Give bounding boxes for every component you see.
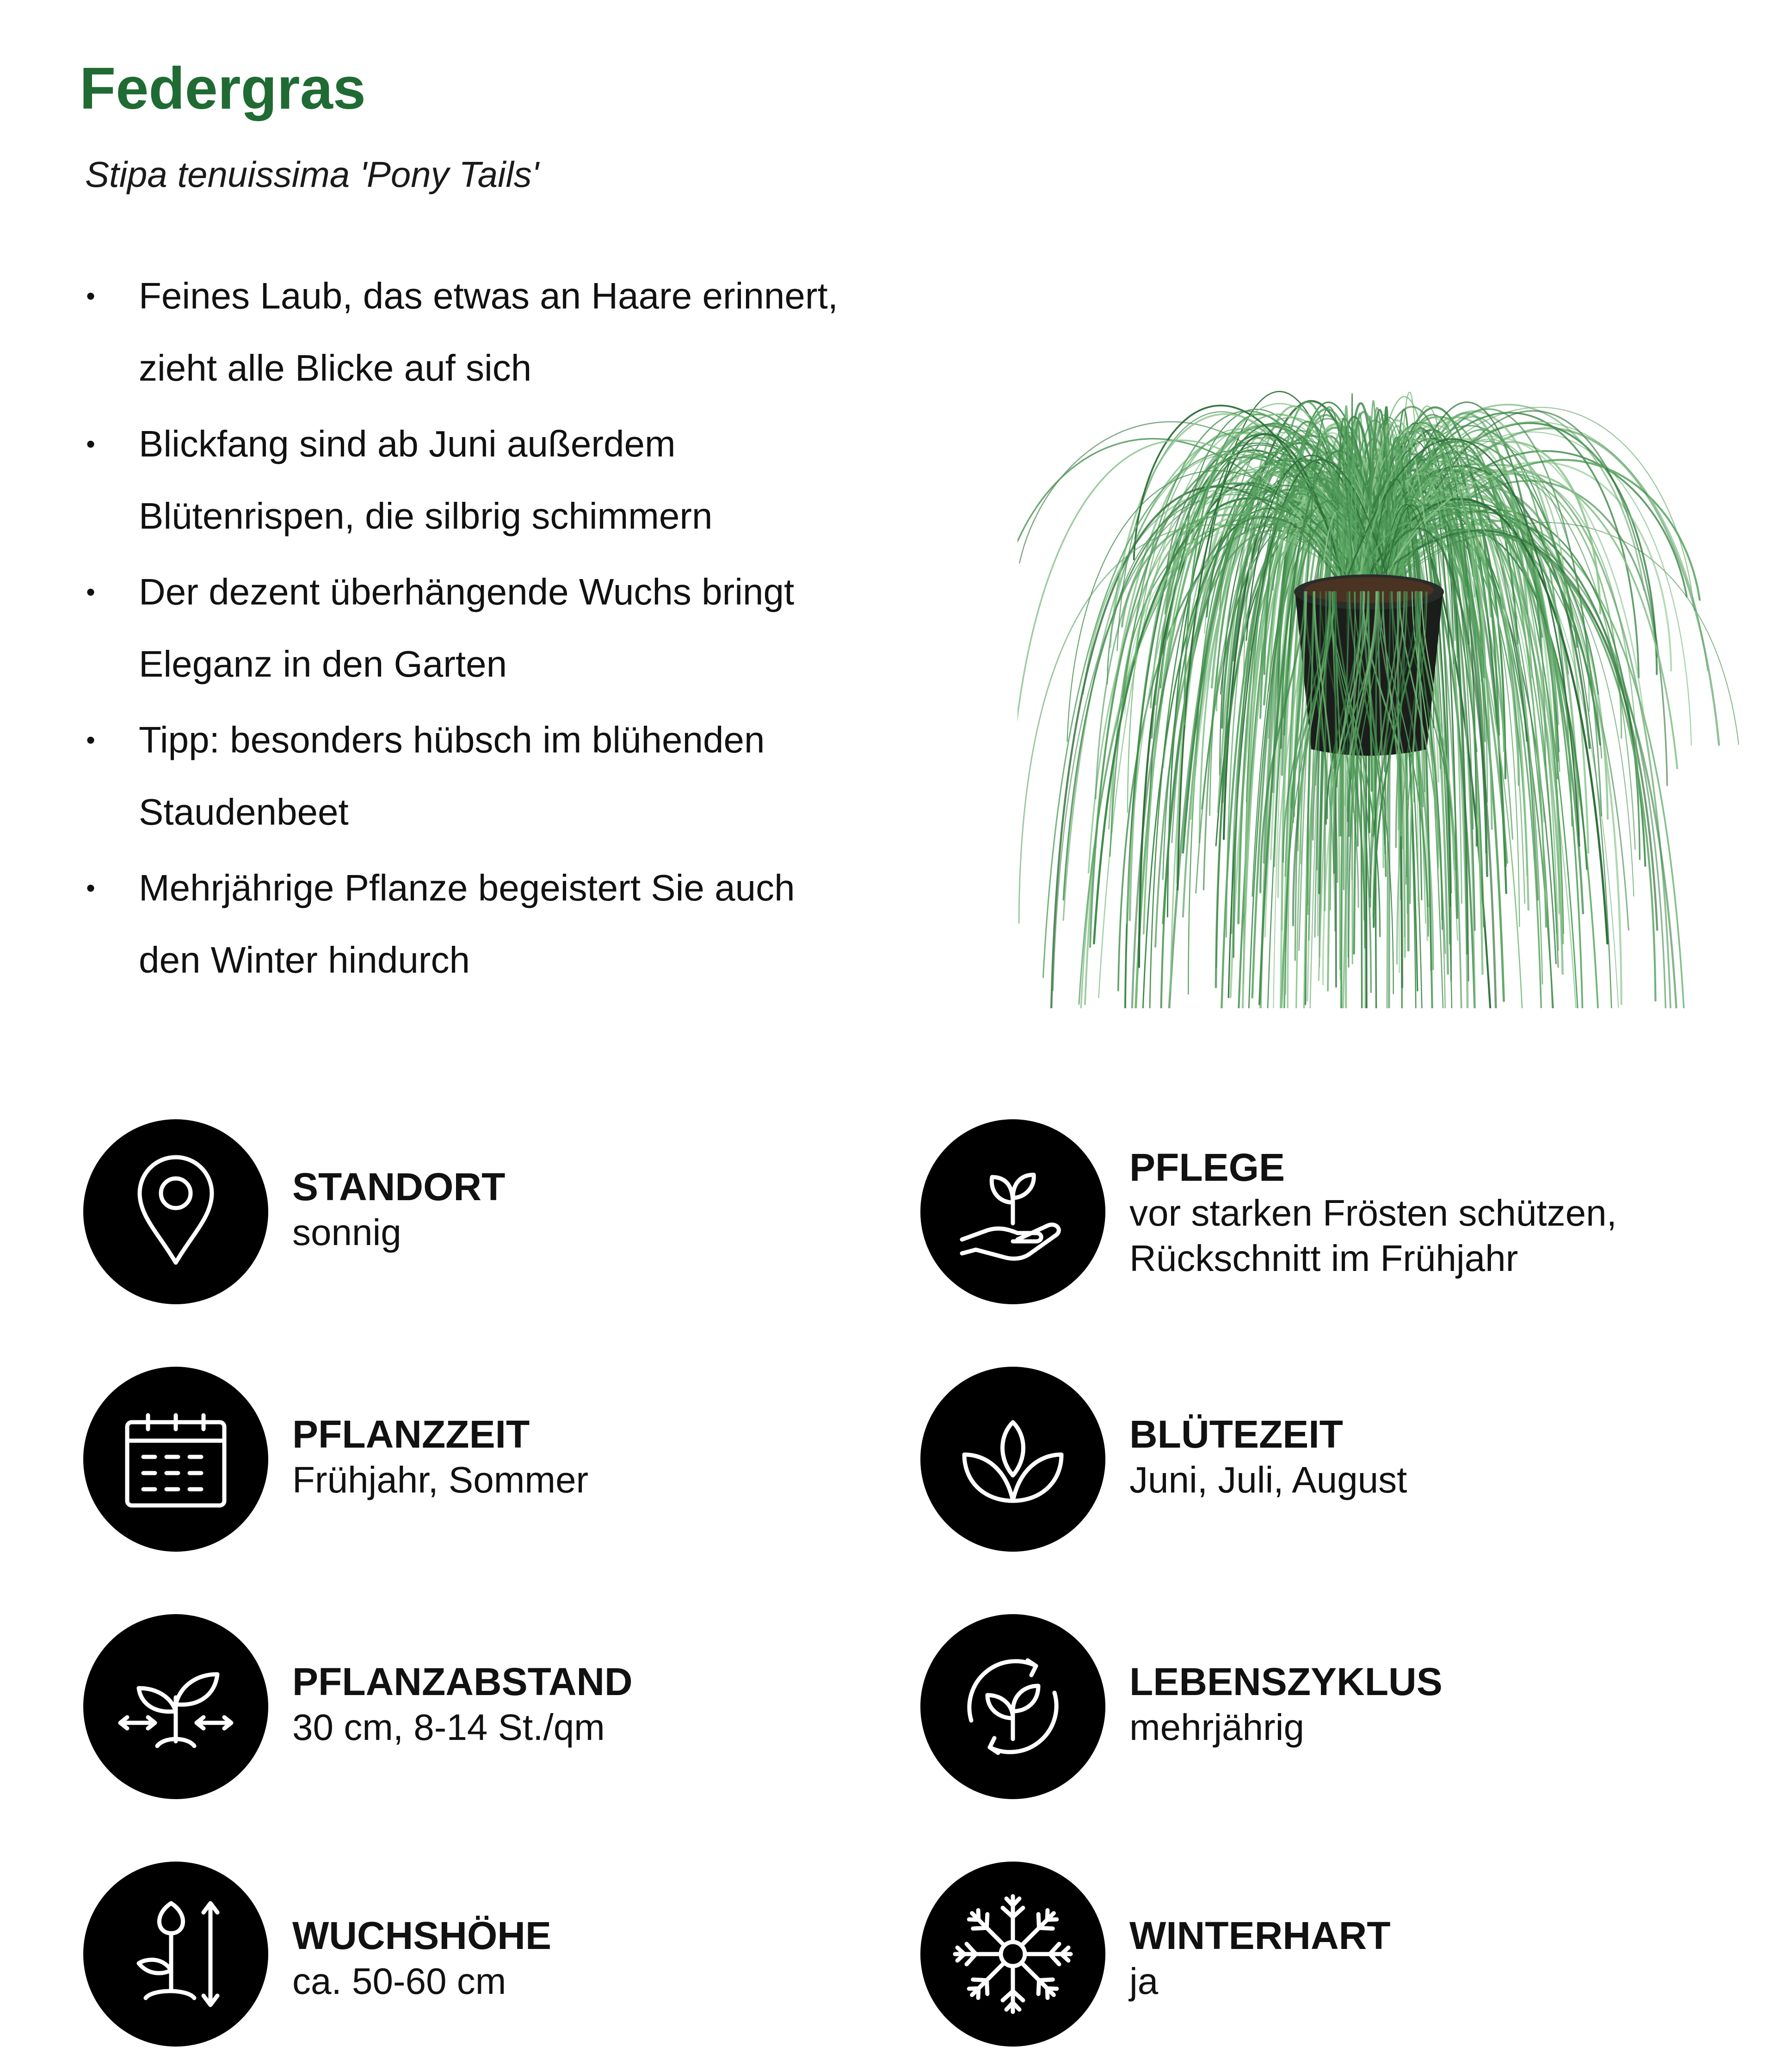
product-title: Federgras bbox=[80, 56, 366, 122]
lifecycle-icon bbox=[920, 1614, 1105, 1799]
feature-value: mehrjährig bbox=[1129, 1707, 1304, 1748]
product-image bbox=[1018, 185, 1739, 1008]
bullet-text-line2: Blütenrispen, die silbrig schimmern bbox=[139, 495, 713, 536]
feature-pflanzabstand bbox=[83, 1614, 870, 1799]
feature-winterhart bbox=[920, 1862, 1707, 2047]
bullet-item bbox=[81, 704, 923, 848]
feature-value: ja bbox=[1129, 1961, 1159, 2002]
bullet-item bbox=[81, 408, 923, 552]
bullet-item bbox=[81, 556, 923, 700]
bullet-dot: • bbox=[86, 281, 95, 310]
feature-lebenszyklus bbox=[920, 1614, 1707, 1799]
bullet-item bbox=[81, 852, 923, 996]
feature-pflege bbox=[920, 1119, 1707, 1304]
bullet-text-line1: Feines Laub, das etwas an Haare erinnert, bbox=[139, 275, 838, 316]
feature-value: Frühjahr, Sommer bbox=[292, 1459, 589, 1500]
bullet-dot: • bbox=[86, 429, 95, 458]
bullet-text-line1: Blickfang sind ab Juni außerdem bbox=[139, 423, 676, 464]
bullet-text-line1: Mehrjährige Pflanze begeistert Sie auch bbox=[139, 867, 795, 908]
feature-bluetezeit bbox=[920, 1367, 1707, 1552]
grass-blade bbox=[1335, 592, 1336, 987]
location-pin-icon bbox=[83, 1119, 268, 1304]
lotus-flower-icon bbox=[920, 1367, 1105, 1552]
feature-value-line2: Rückschnitt im Frühjahr bbox=[1129, 1238, 1518, 1279]
feature-pflanzzeit bbox=[83, 1367, 870, 1552]
bullet-text-line2: Staudenbeet bbox=[139, 791, 349, 832]
calendar-icon bbox=[83, 1367, 268, 1552]
bullet-dot: • bbox=[86, 725, 95, 754]
feature-label: BLÜTEZEIT bbox=[1129, 1412, 1343, 1456]
feature-label: PFLANZZEIT bbox=[292, 1412, 530, 1456]
feature-label: PFLANZABSTAND bbox=[292, 1660, 633, 1703]
bullet-text-line2: den Winter hindurch bbox=[139, 939, 470, 980]
feature-bullet-list bbox=[81, 260, 923, 1000]
feature-value: ca. 50-60 cm bbox=[292, 1961, 506, 2002]
feature-label: STANDORT bbox=[292, 1165, 506, 1209]
feature-label: WUCHSHÖHE bbox=[292, 1914, 551, 1957]
feature-value-line1: vor starken Frösten schützen, bbox=[1129, 1192, 1617, 1233]
hand-seedling-icon bbox=[920, 1119, 1105, 1304]
feature-value: 30 cm, 8-14 St./qm bbox=[292, 1707, 605, 1748]
feature-label: PFLEGE bbox=[1129, 1146, 1285, 1189]
snowflake-icon bbox=[920, 1862, 1105, 2047]
plant-height-icon bbox=[83, 1862, 268, 2047]
feature-wuchshoehe bbox=[83, 1862, 870, 2047]
bullet-text-line2: Eleganz in den Garten bbox=[139, 643, 507, 684]
feature-value: sonnig bbox=[292, 1212, 401, 1253]
plant-spacing-icon bbox=[83, 1614, 268, 1799]
feature-value: Juni, Juli, August bbox=[1129, 1459, 1407, 1500]
feature-label: WINTERHART bbox=[1129, 1914, 1391, 1957]
botanical-name: Stipa tenuissima 'Pony Tails' bbox=[85, 154, 539, 195]
bullet-item bbox=[81, 260, 923, 404]
feature-standort bbox=[83, 1119, 870, 1304]
feature-label: LEBENSZYKLUS bbox=[1129, 1660, 1443, 1703]
bullet-dot: • bbox=[86, 577, 95, 606]
bullet-dot: • bbox=[86, 873, 95, 902]
bullet-text-line2: zieht alle Blicke auf sich bbox=[139, 347, 532, 388]
bullet-text-line1: Der dezent überhängende Wuchs bringt bbox=[139, 571, 795, 612]
bullet-text-line1: Tipp: besonders hübsch im blühenden bbox=[139, 719, 765, 760]
